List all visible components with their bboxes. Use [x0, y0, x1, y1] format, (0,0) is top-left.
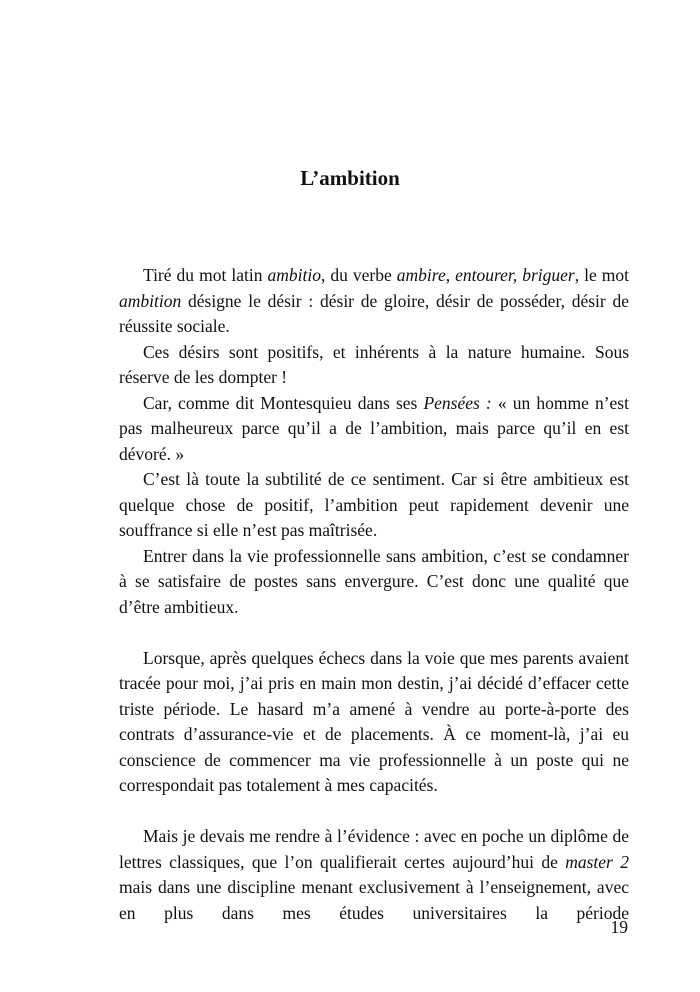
- chapter-title: L’ambition: [300, 166, 400, 190]
- paragraph-3: [119, 391, 629, 468]
- chapter-body: [119, 263, 629, 926]
- p1-text-g: , le mot: [574, 265, 630, 285]
- p1-text-c: , du verbe: [320, 265, 397, 285]
- paragraph-4: C’est là toute la subtilité de ce sentiment. Car si être ambitieux est quelque chose de positif, l’ambition peut rapidement devenir une souffrance si elle n’est pas maîtrisée.: [119, 469, 629, 540]
- paragraph-5: Entrer dans la vie professionnelle sans ambition, c’est se condamner à se satisfaire de postes sans envergure. C’est donc une qualité que d’être ambitieux.: [119, 545, 629, 617]
- p1-text-a: Tiré du mot latin: [143, 265, 268, 285]
- p7-text-a: Mais je devais me rendre à l’évidence : avec en poche un diplôme de lettres classiques, que l’on qualifierait certes aujourd’hui de: [119, 826, 629, 872]
- p7-italic-master-2: master 2: [565, 851, 629, 872]
- p3-text-a: Car, comme dit Montesquieu dans ses: [143, 392, 424, 413]
- p1-italic-ambitio: ambitio: [267, 265, 321, 285]
- paragraph-2: Ces désirs sont positifs, et inhérents à la nature humaine. Sous réserve de les dompter !: [119, 341, 629, 387]
- p3-text-c: « un homme n’est pas malheureux parce qu’il a de l’ambition, mais parce qu’il en est dévoré. »: [119, 392, 629, 464]
- paragraph-1: [119, 263, 629, 340]
- p3-italic-pensees: Pensées :: [423, 392, 492, 413]
- p7-text-c: mais dans une discipline menant exclusivement à l’enseignement, avec en plus dans mes études universitaires la période: [119, 877, 629, 923]
- p1-text-i: désigne le désir : désir de gloire, désir de posséder, désir de réussite sociale.: [119, 290, 629, 336]
- paragraph-6: Lorsque, après quelques échecs dans la voie que mes parents avaient tracée pour moi, j’ai pris en main mon destin, j’ai décidé d’effacer cette triste période. Le hasard m’a amené à vendre au porte-à-porte des contrats d’assurance-vie et de placements. À ce moment-là, j’ai eu conscience de commencer ma vie professionnelle à un poste qui ne correspondait pas totalement à mes capacités.: [119, 647, 629, 795]
- paragraph-7: [119, 824, 629, 926]
- page-number: 19: [610, 917, 628, 937]
- p1-italic-entourer-briguer: entourer, briguer: [455, 265, 575, 285]
- p1-italic-ambition: ambition: [119, 290, 182, 311]
- p1-text-e: ,: [445, 265, 456, 285]
- p1-italic-ambire: ambire: [396, 265, 446, 285]
